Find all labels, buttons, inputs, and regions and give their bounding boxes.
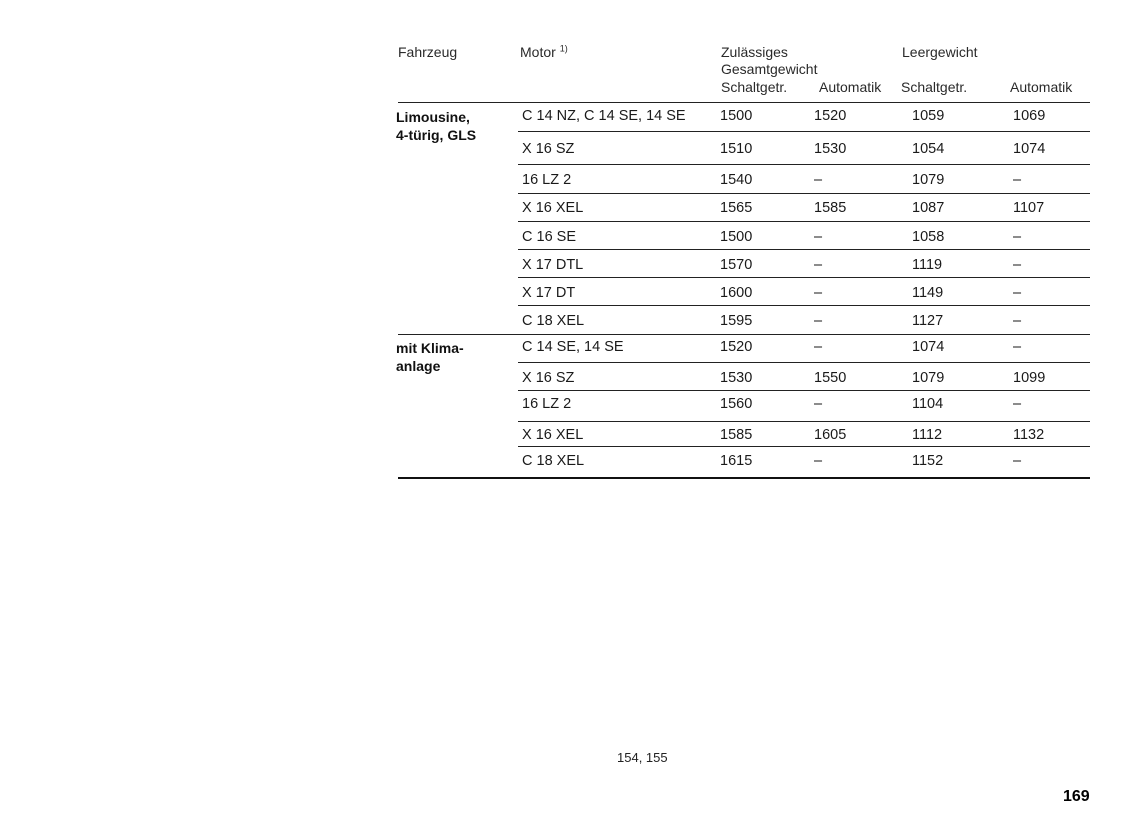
cell-zul-schaltgetr: 1540 [720,172,753,188]
cell-zul-automatik: – [814,257,823,273]
cell-leer-automatik: 1099 [1013,370,1046,386]
row-rule [518,193,1090,194]
cell-leer-automatik: – [1013,172,1022,188]
cell-leer-schaltgetr: 1079 [912,172,945,188]
header-schaltgetr-zul: Schaltgetr. [721,79,788,95]
cell-zul-schaltgetr: 1565 [720,200,753,216]
cell-zul-automatik: 1585 [814,200,847,216]
table-row [0,337,1141,357]
header-motor [520,44,568,61]
cell-leer-automatik: 1107 [1013,200,1045,216]
cell-zul-automatik: – [814,339,823,355]
table-bottom-rule [398,477,1090,479]
row-rule [518,131,1090,132]
cell-motor: X 17 DT [522,285,576,301]
header-leergewicht: Leergewicht [902,44,978,60]
cell-leer-schaltgetr: 1104 [912,396,944,412]
cell-zul-schaltgetr: 1530 [720,370,753,386]
header-fahrzeug: Fahrzeug [398,44,458,60]
cell-zul-schaltgetr: 1570 [720,257,753,273]
row-rule [518,221,1090,222]
table-row [0,283,1141,303]
cell-zul-schaltgetr: 1500 [720,108,753,124]
header-automatik-leer: Automatik [1010,79,1073,95]
cell-leer-automatik: – [1013,285,1022,301]
group-label-limousine-line1: Limousine, [396,109,470,125]
cell-zul-schaltgetr: 1615 [720,453,753,469]
cell-motor: C 18 XEL [522,453,585,469]
cell-zul-automatik: – [814,285,823,301]
cell-leer-automatik: 1069 [1013,108,1046,124]
cell-motor: X 17 DTL [522,257,584,273]
cell-motor: X 16 SZ [522,370,575,386]
header-zulaessiges-line1: Zulässiges [721,44,788,60]
cell-leer-schaltgetr: 1087 [912,200,945,216]
cell-motor: X 16 XEL [522,200,584,216]
cell-motor: 16 LZ 2 [522,396,572,412]
cell-motor: X 16 SZ [522,141,575,157]
cell-zul-automatik: – [814,313,823,329]
table-row [0,227,1141,247]
cell-zul-schaltgetr: 1500 [720,229,753,245]
page-number: 169 [1063,788,1090,805]
cell-leer-schaltgetr: 1079 [912,370,945,386]
cell-leer-schaltgetr: 1152 [912,453,944,469]
group-label-klima-line1: mit Klima- [396,340,464,356]
cell-zul-automatik: 1605 [814,427,847,443]
cell-motor: X 16 XEL [522,427,584,443]
header-zulaessiges-line2: Gesamtgewicht [721,61,818,77]
row-rule [518,305,1090,306]
row-rule [518,390,1090,391]
cell-motor: C 14 SE, 14 SE [522,339,624,355]
cell-zul-automatik: 1550 [814,370,847,386]
cell-zul-schaltgetr: 1560 [720,396,753,412]
cell-zul-automatik: – [814,229,823,245]
cell-leer-automatik: – [1013,396,1022,412]
cell-zul-schaltgetr: 1510 [720,141,753,157]
cell-zul-schaltgetr: 1520 [720,339,753,355]
row-rule [518,421,1090,422]
table-row [0,311,1141,331]
cell-zul-automatik: 1520 [814,108,847,124]
table-row [0,106,1141,126]
cell-zul-schaltgetr: 1585 [720,427,753,443]
cell-zul-automatik: – [814,396,823,412]
table-row [0,394,1141,414]
group-label-limousine-line2: 4-türig, GLS [396,127,477,143]
row-rule [518,249,1090,250]
cell-leer-schaltgetr: 1074 [912,339,945,355]
cell-motor: C 18 XEL [522,313,585,329]
group-label-klima-line2: anlage [396,358,441,374]
table-row [0,255,1141,275]
cell-motor: C 16 SE [522,229,576,245]
row-rule [518,277,1090,278]
table-row [0,368,1141,388]
cell-leer-schaltgetr: 1059 [912,108,945,124]
cell-leer-automatik: 1132 [1013,427,1045,443]
cell-leer-schaltgetr: 1058 [912,229,945,245]
cell-leer-automatik: – [1013,257,1022,273]
cell-motor: C 14 NZ, C 14 SE, 14 SE [522,108,686,124]
cell-motor: 16 LZ 2 [522,172,572,188]
row-rule [518,362,1090,363]
header-motor-label: Motor [520,44,556,60]
cell-leer-schaltgetr: 1119 [912,257,943,273]
row-rule [518,164,1090,165]
cell-zul-automatik: – [814,453,823,469]
header-rule [398,102,1090,103]
cell-leer-automatik: – [1013,313,1022,329]
table-row [0,451,1141,471]
cell-leer-automatik: 1074 [1013,141,1046,157]
cell-zul-automatik: – [814,172,823,188]
header-automatik-zul: Automatik [819,79,882,95]
cell-leer-schaltgetr: 1112 [912,427,943,443]
cell-leer-schaltgetr: 1127 [912,313,944,329]
cell-zul-schaltgetr: 1595 [720,313,753,329]
cell-leer-schaltgetr: 1149 [912,285,944,301]
header-motor-footnote: 1) [559,43,568,54]
cell-leer-automatik: – [1013,453,1022,469]
table-row [0,170,1141,190]
table-row [0,198,1141,218]
header-schaltgetr-leer: Schaltgetr. [901,79,968,95]
page-reference: 154, 155 [617,750,668,765]
row-rule [518,446,1090,447]
cell-zul-schaltgetr: 1600 [720,285,753,301]
cell-leer-schaltgetr: 1054 [912,141,945,157]
cell-leer-automatik: – [1013,339,1022,355]
cell-leer-automatik: – [1013,229,1022,245]
table-row [0,139,1141,159]
table-row [0,425,1141,445]
group-rule [398,334,1090,335]
cell-zul-automatik: 1530 [814,141,847,157]
